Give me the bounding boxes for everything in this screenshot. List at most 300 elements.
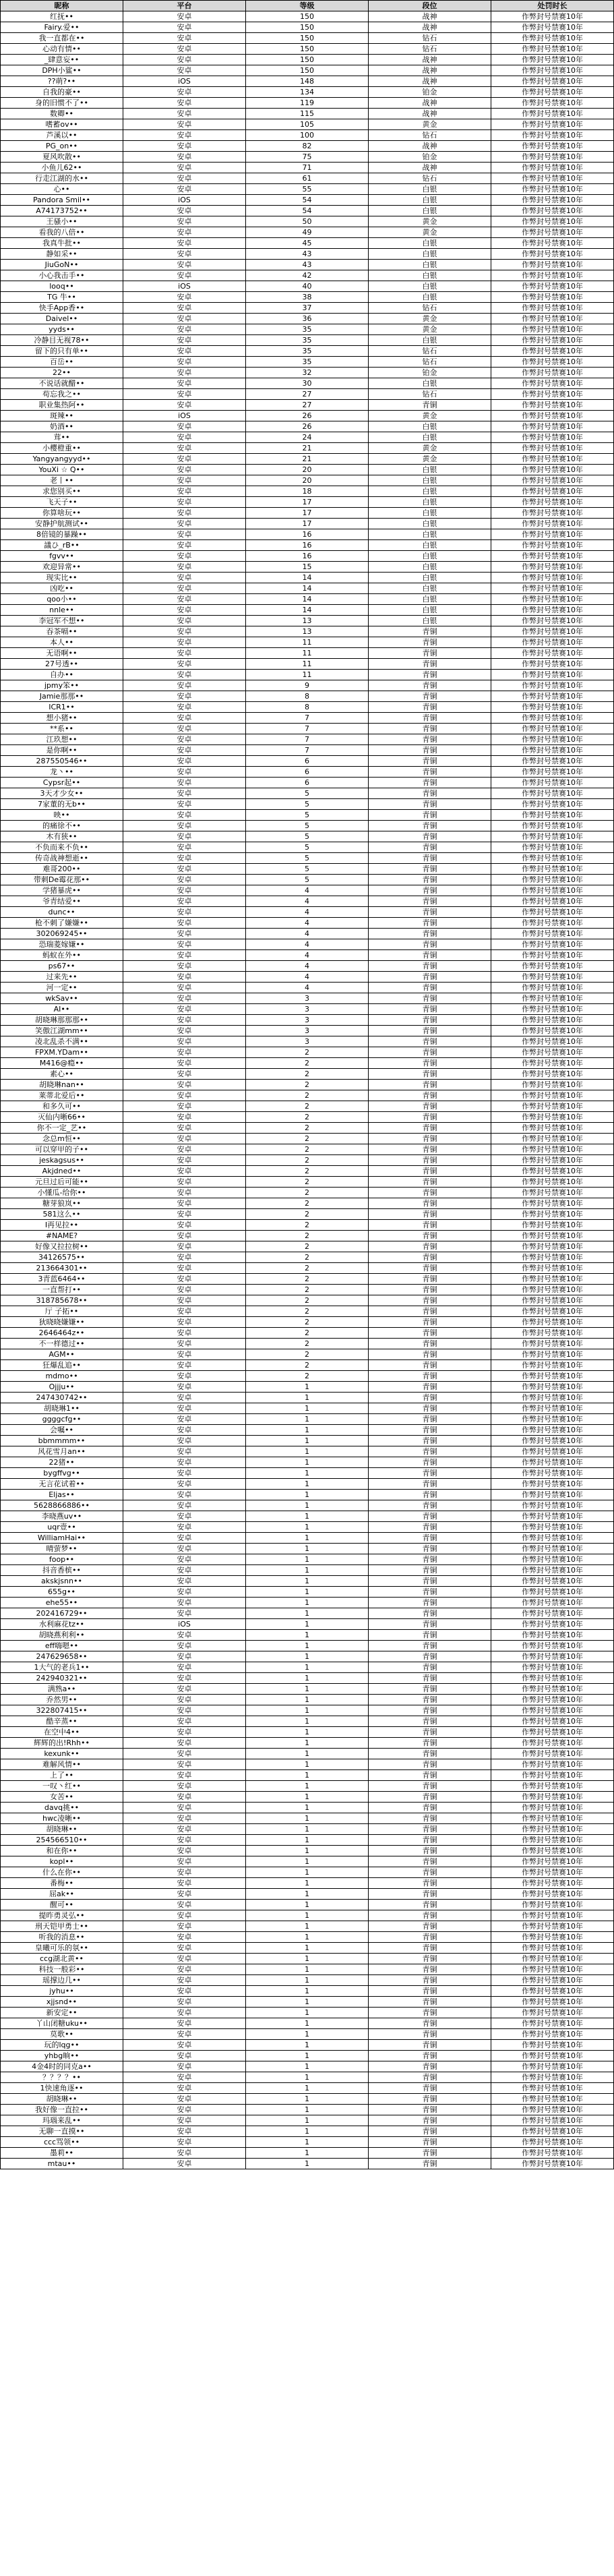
cell-nickname: 我真牛批•• bbox=[1, 238, 123, 249]
cell-penalty: 作弊封号禁赛10年 bbox=[491, 778, 614, 788]
cell-nickname: 2646464z•• bbox=[1, 1328, 123, 1339]
cell-level: 11 bbox=[246, 659, 369, 670]
cell-nickname: 胡晓琳1•• bbox=[1, 1403, 123, 1414]
cell-platform: 安卓 bbox=[123, 1943, 246, 1954]
cell-platform: 安卓 bbox=[123, 141, 246, 152]
cell-level: 26 bbox=[246, 411, 369, 421]
cell-penalty: 作弊封号禁赛10年 bbox=[491, 486, 614, 497]
cell-rank: 青铜 bbox=[369, 1932, 491, 1943]
cell-level: 1 bbox=[246, 1630, 369, 1641]
cell-nickname: **系•• bbox=[1, 724, 123, 734]
cell-nickname: 学猪暴虎•• bbox=[1, 885, 123, 896]
cell-rank: 青铜 bbox=[369, 1651, 491, 1662]
cell-level: 43 bbox=[246, 249, 369, 260]
cell-level: 2 bbox=[246, 1177, 369, 1188]
table-row bbox=[1, 1155, 614, 1166]
cell-rank: 黄金 bbox=[369, 314, 491, 324]
cell-platform: 安卓 bbox=[123, 1274, 246, 1285]
cell-rank: 钻石 bbox=[369, 33, 491, 44]
cell-penalty: 作弊封号禁赛10年 bbox=[491, 400, 614, 411]
cell-level: 32 bbox=[246, 368, 369, 378]
cell-level: 1 bbox=[246, 1975, 369, 1986]
cell-level: 2 bbox=[246, 1371, 369, 1382]
table-row bbox=[1, 1662, 614, 1673]
cell-rank: 钻石 bbox=[369, 303, 491, 314]
cell-level: 1 bbox=[246, 1921, 369, 1932]
cell-platform: 安卓 bbox=[123, 400, 246, 411]
cell-nickname: 念总m恒•• bbox=[1, 1134, 123, 1144]
cell-rank: 青铜 bbox=[369, 1986, 491, 1997]
cell-nickname: 传奇战神想逝•• bbox=[1, 853, 123, 864]
cell-rank: 青铜 bbox=[369, 1231, 491, 1241]
cell-level: 1 bbox=[246, 2105, 369, 2115]
cell-nickname: hwc凌晰•• bbox=[1, 1813, 123, 1824]
cell-level: 6 bbox=[246, 767, 369, 778]
cell-nickname: YouXi ☆ Q•• bbox=[1, 465, 123, 475]
cell-platform: 安卓 bbox=[123, 583, 246, 594]
cell-penalty: 作弊封号禁赛10年 bbox=[491, 1587, 614, 1598]
table-row bbox=[1, 551, 614, 562]
cell-rank: 青铜 bbox=[369, 756, 491, 767]
cell-nickname: 晴萤梦•• bbox=[1, 1544, 123, 1554]
cell-rank: 白银 bbox=[369, 206, 491, 216]
cell-nickname: Daivel•• bbox=[1, 314, 123, 324]
table-row bbox=[1, 637, 614, 648]
table-row bbox=[1, 421, 614, 432]
cell-platform: 安卓 bbox=[123, 335, 246, 346]
cell-level: 14 bbox=[246, 583, 369, 594]
table-row bbox=[1, 1274, 614, 1285]
cell-rank: 青铜 bbox=[369, 626, 491, 637]
cell-penalty: 作弊封号禁赛10年 bbox=[491, 1813, 614, 1824]
table-header bbox=[1, 1, 614, 11]
cell-level: 1 bbox=[246, 1813, 369, 1824]
table-row bbox=[1, 1047, 614, 1058]
cell-rank: 钻石 bbox=[369, 173, 491, 184]
cell-rank: 青铜 bbox=[369, 659, 491, 670]
cell-platform: 安卓 bbox=[123, 2137, 246, 2148]
cell-platform: 安卓 bbox=[123, 1446, 246, 1457]
cell-nickname: 乔然男•• bbox=[1, 1695, 123, 1705]
cell-penalty: 作弊封号禁赛10年 bbox=[491, 918, 614, 929]
cell-level: 11 bbox=[246, 648, 369, 659]
cell-penalty: 作弊封号禁赛10年 bbox=[491, 173, 614, 184]
table-row bbox=[1, 1867, 614, 1878]
cell-penalty: 作弊封号禁赛10年 bbox=[491, 1317, 614, 1328]
cell-platform: 安卓 bbox=[123, 1414, 246, 1425]
cell-penalty: 作弊封号禁赛10年 bbox=[491, 1889, 614, 1900]
cell-nickname: 抖音香槟•• bbox=[1, 1565, 123, 1576]
table-row bbox=[1, 573, 614, 583]
table-row bbox=[1, 1954, 614, 1964]
cell-penalty: 作弊封号禁赛10年 bbox=[491, 1468, 614, 1479]
cell-level: 2 bbox=[246, 1274, 369, 1285]
cell-nickname: 安静护航测试•• bbox=[1, 519, 123, 529]
cell-level: 36 bbox=[246, 314, 369, 324]
cell-level: 1 bbox=[246, 1759, 369, 1770]
cell-rank: 青铜 bbox=[369, 799, 491, 810]
table-row bbox=[1, 1910, 614, 1921]
table-row bbox=[1, 508, 614, 519]
cell-platform: 安卓 bbox=[123, 767, 246, 778]
cell-rank: 青铜 bbox=[369, 1846, 491, 1856]
cell-nickname: bbmmmm•• bbox=[1, 1436, 123, 1446]
table-row bbox=[1, 2126, 614, 2137]
cell-platform: 安卓 bbox=[123, 1835, 246, 1846]
cell-level: 1 bbox=[246, 2051, 369, 2061]
table-row bbox=[1, 724, 614, 734]
table-row bbox=[1, 810, 614, 821]
cell-level: 5 bbox=[246, 842, 369, 853]
cell-rank: 青铜 bbox=[369, 907, 491, 918]
cell-level: 35 bbox=[246, 357, 369, 368]
cell-level: 20 bbox=[246, 465, 369, 475]
table-row bbox=[1, 1112, 614, 1123]
cell-penalty: 作弊封号禁赛10年 bbox=[491, 65, 614, 76]
cell-rank: 青铜 bbox=[369, 1198, 491, 1209]
table-row bbox=[1, 1781, 614, 1792]
table-row bbox=[1, 443, 614, 454]
cell-penalty: 作弊封号禁赛10年 bbox=[491, 2008, 614, 2018]
cell-penalty: 作弊封号禁赛10年 bbox=[491, 2105, 614, 2115]
table-row bbox=[1, 831, 614, 842]
cell-nickname: 嗜蓄ov•• bbox=[1, 119, 123, 130]
cell-rank: 钻石 bbox=[369, 346, 491, 357]
table-row bbox=[1, 778, 614, 788]
cell-level: 2 bbox=[246, 1285, 369, 1295]
cell-level: 1 bbox=[246, 1695, 369, 1705]
cell-level: 1 bbox=[246, 1705, 369, 1716]
cell-rank: 青铜 bbox=[369, 2040, 491, 2051]
cell-penalty: 作弊封号禁赛10年 bbox=[491, 1112, 614, 1123]
cell-level: 1 bbox=[246, 1511, 369, 1522]
cell-rank: 青铜 bbox=[369, 1813, 491, 1824]
cell-nickname: 上了•• bbox=[1, 1770, 123, 1781]
table-row bbox=[1, 864, 614, 875]
table-body bbox=[1, 11, 614, 2169]
cell-penalty: 作弊封号禁赛10年 bbox=[491, 1026, 614, 1036]
cell-platform: 安卓 bbox=[123, 2094, 246, 2105]
table-row bbox=[1, 184, 614, 195]
table-row bbox=[1, 11, 614, 22]
cell-penalty: 作弊封号禁赛10年 bbox=[491, 1004, 614, 1015]
cell-penalty: 作弊封号禁赛10年 bbox=[491, 1436, 614, 1446]
cell-level: 7 bbox=[246, 745, 369, 756]
table-row bbox=[1, 896, 614, 907]
cell-penalty: 作弊封号禁赛10年 bbox=[491, 55, 614, 65]
cell-level: 1 bbox=[246, 2115, 369, 2126]
cell-nickname: 胡晓琳nan•• bbox=[1, 1080, 123, 1090]
header-row bbox=[1, 1, 614, 11]
cell-nickname: 酷辛蒸•• bbox=[1, 1716, 123, 1727]
cell-rank: 战神 bbox=[369, 11, 491, 22]
cell-rank: 青铜 bbox=[369, 778, 491, 788]
cell-penalty: 作弊封号禁赛10年 bbox=[491, 389, 614, 400]
cell-platform: 安卓 bbox=[123, 1651, 246, 1662]
cell-penalty: 作弊封号禁赛10年 bbox=[491, 799, 614, 810]
cell-nickname: 議ひ_rB•• bbox=[1, 540, 123, 551]
cell-level: 1 bbox=[246, 1738, 369, 1749]
cell-nickname: ehe55•• bbox=[1, 1598, 123, 1608]
cell-platform: 安卓 bbox=[123, 1004, 246, 1015]
table-row bbox=[1, 1565, 614, 1576]
cell-level: 119 bbox=[246, 98, 369, 109]
cell-level: 75 bbox=[246, 152, 369, 163]
cell-level: 11 bbox=[246, 637, 369, 648]
cell-platform: 安卓 bbox=[123, 98, 246, 109]
table-row bbox=[1, 206, 614, 216]
cell-penalty: 作弊封号禁赛10年 bbox=[491, 1856, 614, 1867]
cell-rank: 青铜 bbox=[369, 1943, 491, 1954]
cell-penalty: 作弊封号禁赛10年 bbox=[491, 1403, 614, 1414]
cell-nickname: jyhu•• bbox=[1, 1986, 123, 1997]
cell-rank: 青铜 bbox=[369, 1641, 491, 1651]
cell-nickname: 213664301•• bbox=[1, 1263, 123, 1274]
cell-rank: 青铜 bbox=[369, 1716, 491, 1727]
cell-nickname: Fairy.爱•• bbox=[1, 22, 123, 33]
table-row bbox=[1, 1339, 614, 1349]
cell-level: 2 bbox=[246, 1209, 369, 1220]
cell-nickname: jeskagsus•• bbox=[1, 1155, 123, 1166]
table-row bbox=[1, 368, 614, 378]
cell-penalty: 作弊封号禁赛10年 bbox=[491, 314, 614, 324]
cell-platform: 安卓 bbox=[123, 1716, 246, 1727]
table-row bbox=[1, 2051, 614, 2061]
cell-level: 1 bbox=[246, 1964, 369, 1975]
cell-nickname: 吞茶嗝•• bbox=[1, 626, 123, 637]
cell-level: 1 bbox=[246, 1544, 369, 1554]
cell-rank: 青铜 bbox=[369, 1727, 491, 1738]
cell-platform: 安卓 bbox=[123, 1188, 246, 1198]
cell-platform: iOS bbox=[123, 76, 246, 87]
cell-level: 1 bbox=[246, 1393, 369, 1403]
cell-nickname: 身的旧惯不了•• bbox=[1, 98, 123, 109]
cell-platform: 安卓 bbox=[123, 616, 246, 626]
cell-level: 45 bbox=[246, 238, 369, 249]
cell-penalty: 作弊封号禁赛10年 bbox=[491, 335, 614, 346]
cell-penalty: 作弊封号禁赛10年 bbox=[491, 1738, 614, 1749]
cell-rank: 青铜 bbox=[369, 1792, 491, 1803]
cell-platform: iOS bbox=[123, 281, 246, 292]
cell-platform: 安卓 bbox=[123, 44, 246, 55]
cell-penalty: 作弊封号禁赛10年 bbox=[491, 1263, 614, 1274]
cell-penalty: 作弊封号禁赛10年 bbox=[491, 1155, 614, 1166]
cell-level: 2 bbox=[246, 1080, 369, 1090]
cell-platform: 安卓 bbox=[123, 594, 246, 605]
cell-rank: 青铜 bbox=[369, 1921, 491, 1932]
cell-penalty: 作弊封号禁赛10年 bbox=[491, 983, 614, 993]
table-row bbox=[1, 1943, 614, 1954]
cell-nickname: FPXM.YDam•• bbox=[1, 1047, 123, 1058]
cell-platform: 安卓 bbox=[123, 950, 246, 961]
cell-rank: 青铜 bbox=[369, 1306, 491, 1317]
cell-rank: 黄金 bbox=[369, 411, 491, 421]
cell-nickname: 202416729•• bbox=[1, 1608, 123, 1619]
cell-platform: 安卓 bbox=[123, 961, 246, 972]
table-row bbox=[1, 1295, 614, 1306]
cell-rank: 青铜 bbox=[369, 724, 491, 734]
cell-penalty: 作弊封号禁赛10年 bbox=[491, 1759, 614, 1770]
cell-level: 8 bbox=[246, 702, 369, 713]
cell-rank: 青铜 bbox=[369, 1058, 491, 1069]
cell-penalty: 作弊封号禁赛10年 bbox=[491, 2115, 614, 2126]
cell-platform: 安卓 bbox=[123, 1101, 246, 1112]
cell-rank: 铂金 bbox=[369, 368, 491, 378]
cell-penalty: 作弊封号禁赛10年 bbox=[491, 1954, 614, 1964]
cell-level: 1 bbox=[246, 2029, 369, 2040]
cell-rank: 青铜 bbox=[369, 2137, 491, 2148]
cell-penalty: 作弊封号禁赛10年 bbox=[491, 950, 614, 961]
table-row bbox=[1, 1878, 614, 1889]
cell-level: 1 bbox=[246, 1436, 369, 1446]
cell-penalty: 作弊封号禁赛10年 bbox=[491, 853, 614, 864]
cell-penalty: 作弊封号禁赛10年 bbox=[491, 2029, 614, 2040]
cell-level: 4 bbox=[246, 972, 369, 983]
table-row bbox=[1, 1414, 614, 1425]
table-row bbox=[1, 303, 614, 314]
cell-nickname: 李晓燕uv•• bbox=[1, 1511, 123, 1522]
table-row bbox=[1, 486, 614, 497]
cell-rank: 青铜 bbox=[369, 2159, 491, 2169]
table-row bbox=[1, 249, 614, 260]
table-row bbox=[1, 659, 614, 670]
cell-nickname: 素心•• bbox=[1, 1069, 123, 1080]
cell-platform: 安卓 bbox=[123, 799, 246, 810]
cell-nickname: 247629658•• bbox=[1, 1651, 123, 1662]
cell-platform: 安卓 bbox=[123, 227, 246, 238]
cell-nickname: 过来先•• bbox=[1, 972, 123, 983]
table-row bbox=[1, 1058, 614, 1069]
cell-nickname: 芦溪以•• bbox=[1, 130, 123, 141]
table-row bbox=[1, 756, 614, 767]
table-row bbox=[1, 324, 614, 335]
cell-level: 148 bbox=[246, 76, 369, 87]
cell-level: 1 bbox=[246, 1932, 369, 1943]
table-row bbox=[1, 1824, 614, 1835]
cell-platform: 安卓 bbox=[123, 788, 246, 799]
cell-level: 1 bbox=[246, 1954, 369, 1964]
cell-rank: 青铜 bbox=[369, 2148, 491, 2159]
cell-nickname: 凌北乱杀不满•• bbox=[1, 1036, 123, 1047]
cell-rank: 青铜 bbox=[369, 1188, 491, 1198]
cell-nickname: 不负而来不负•• bbox=[1, 842, 123, 853]
cell-nickname: yhbg晌•• bbox=[1, 2051, 123, 2061]
cell-rank: 青铜 bbox=[369, 1824, 491, 1835]
cell-nickname: 27号透•• bbox=[1, 659, 123, 670]
table-row bbox=[1, 1511, 614, 1522]
table-row bbox=[1, 1101, 614, 1112]
cell-level: 3 bbox=[246, 1026, 369, 1036]
cell-penalty: 作弊封号禁赛10年 bbox=[491, 1295, 614, 1306]
cell-penalty: 作弊封号禁赛10年 bbox=[491, 1630, 614, 1641]
table-row bbox=[1, 691, 614, 702]
table-row bbox=[1, 1382, 614, 1393]
cell-rank: 青铜 bbox=[369, 691, 491, 702]
cell-platform: 安卓 bbox=[123, 1134, 246, 1144]
table-row bbox=[1, 1479, 614, 1490]
cell-nickname: 皇曦可乐的氛•• bbox=[1, 1943, 123, 1954]
cell-penalty: 作弊封号禁赛10年 bbox=[491, 562, 614, 573]
cell-nickname: 3青蓝6464•• bbox=[1, 1274, 123, 1285]
cell-level: 55 bbox=[246, 184, 369, 195]
cell-penalty: 作弊封号禁赛10年 bbox=[491, 1220, 614, 1231]
table-row bbox=[1, 626, 614, 637]
cell-nickname: 夏风吹散•• bbox=[1, 152, 123, 163]
cell-penalty: 作弊封号禁赛10年 bbox=[491, 1209, 614, 1220]
cell-penalty: 作弊封号禁赛10年 bbox=[491, 1166, 614, 1177]
cell-nickname: 刑天铠甲勇士•• bbox=[1, 1921, 123, 1932]
cell-penalty: 作弊封号禁赛10年 bbox=[491, 2126, 614, 2137]
cell-penalty: 作弊封号禁赛10年 bbox=[491, 238, 614, 249]
cell-penalty: 作弊封号禁赛10年 bbox=[491, 195, 614, 206]
cell-platform: 安卓 bbox=[123, 1554, 246, 1565]
cell-nickname: I再见拉•• bbox=[1, 1220, 123, 1231]
cell-platform: 安卓 bbox=[123, 1673, 246, 1684]
cell-penalty: 作弊封号禁赛10年 bbox=[491, 76, 614, 87]
cell-nickname: 求您别买•• bbox=[1, 486, 123, 497]
table-row bbox=[1, 1932, 614, 1943]
cell-penalty: 作弊封号禁赛10年 bbox=[491, 745, 614, 756]
cell-penalty: 作弊封号禁赛10年 bbox=[491, 2148, 614, 2159]
cell-penalty: 作弊封号禁赛10年 bbox=[491, 2083, 614, 2094]
table-row bbox=[1, 2159, 614, 2169]
cell-level: 1 bbox=[246, 1846, 369, 1856]
cell-rank: 青铜 bbox=[369, 993, 491, 1004]
cell-penalty: 作弊封号禁赛10年 bbox=[491, 2137, 614, 2148]
table-row bbox=[1, 1770, 614, 1781]
cell-penalty: 作弊封号禁赛10年 bbox=[491, 1975, 614, 1986]
cell-nickname: looq•• bbox=[1, 281, 123, 292]
cell-level: 4 bbox=[246, 950, 369, 961]
cell-level: 100 bbox=[246, 130, 369, 141]
cell-level: 1 bbox=[246, 1749, 369, 1759]
cell-platform: 安卓 bbox=[123, 249, 246, 260]
cell-rank: 青铜 bbox=[369, 734, 491, 745]
table-row bbox=[1, 1975, 614, 1986]
table-row bbox=[1, 346, 614, 357]
cell-level: 1 bbox=[246, 1608, 369, 1619]
cell-nickname: Jamie那那•• bbox=[1, 691, 123, 702]
table-row bbox=[1, 670, 614, 680]
cell-nickname: 冷静目无视78•• bbox=[1, 335, 123, 346]
table-row bbox=[1, 1846, 614, 1856]
cell-platform: 安卓 bbox=[123, 1500, 246, 1511]
cell-platform: 安卓 bbox=[123, 842, 246, 853]
cell-platform: 安卓 bbox=[123, 810, 246, 821]
table-row bbox=[1, 314, 614, 324]
table-row bbox=[1, 141, 614, 152]
cell-level: 1 bbox=[246, 2148, 369, 2159]
cell-nickname: 和在你•• bbox=[1, 1846, 123, 1856]
cell-platform: iOS bbox=[123, 411, 246, 421]
cell-penalty: 作弊封号禁赛10年 bbox=[491, 2051, 614, 2061]
table-row bbox=[1, 1619, 614, 1630]
cell-platform: 安卓 bbox=[123, 1317, 246, 1328]
table-row bbox=[1, 907, 614, 918]
table-row bbox=[1, 1198, 614, 1209]
cell-platform: 安卓 bbox=[123, 680, 246, 691]
cell-level: 1 bbox=[246, 1457, 369, 1468]
cell-nickname: 欢迎异常•• bbox=[1, 562, 123, 573]
cell-penalty: 作弊封号禁赛10年 bbox=[491, 1446, 614, 1457]
table-row bbox=[1, 540, 614, 551]
cell-penalty: 作弊封号禁赛10年 bbox=[491, 961, 614, 972]
table-row bbox=[1, 875, 614, 885]
cell-platform: 安卓 bbox=[123, 1792, 246, 1803]
table-row bbox=[1, 616, 614, 626]
cell-platform: 安卓 bbox=[123, 324, 246, 335]
cell-penalty: 作弊封号禁赛10年 bbox=[491, 1554, 614, 1565]
